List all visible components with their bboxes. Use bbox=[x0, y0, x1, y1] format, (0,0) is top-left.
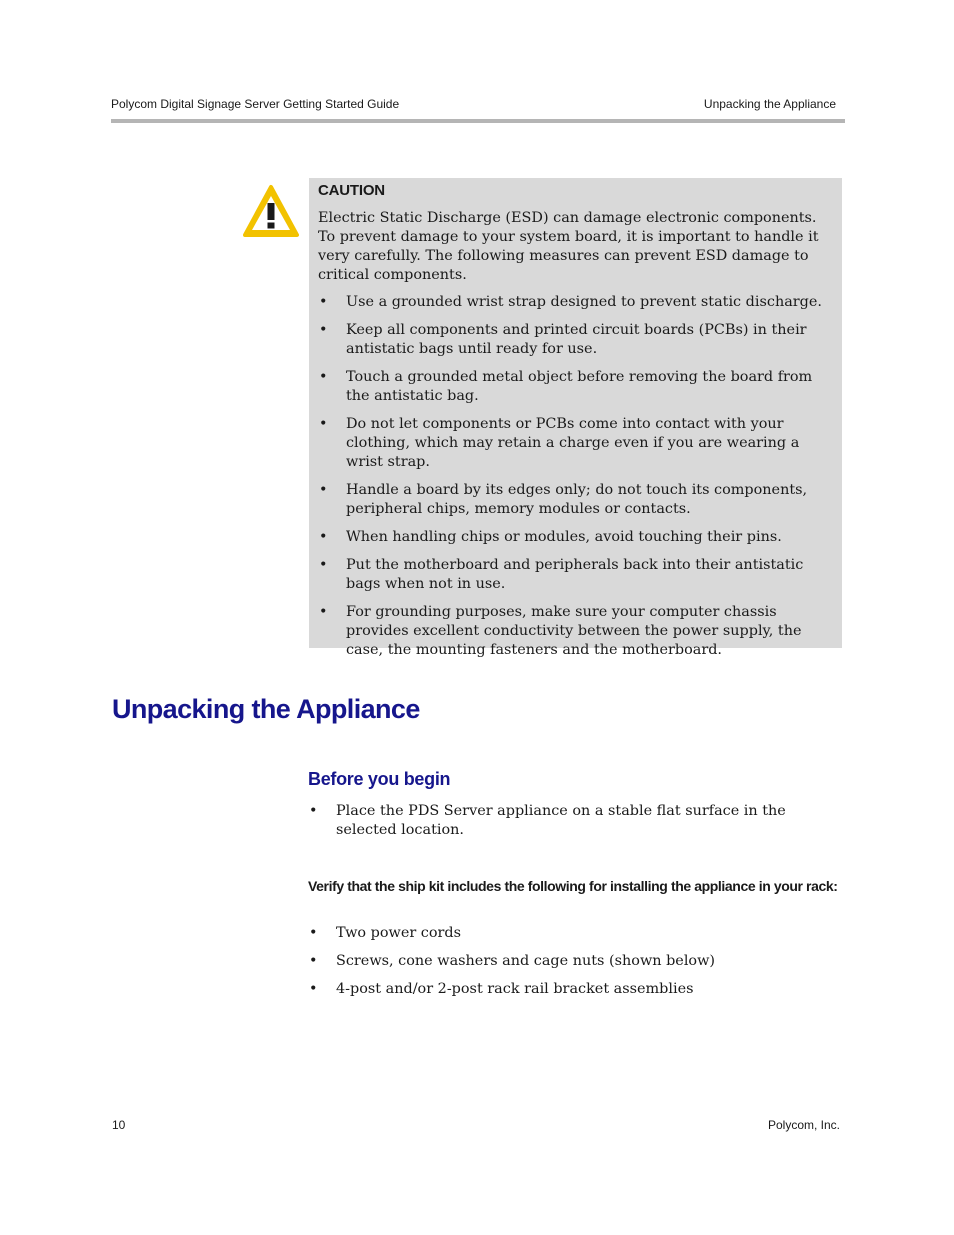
list-item: • For grounding purposes, make sure your computer chassis provides excellent conductivity between the power supply, the case, the mounting fasteners and the motherboard. bbox=[319, 604, 802, 658]
page-header bbox=[111, 97, 845, 115]
list-item: • Two power cords bbox=[309, 925, 462, 941]
bullet-icon: • bbox=[319, 482, 328, 498]
bullet-icon: • bbox=[319, 416, 328, 432]
list-item: • 4-post and/or 2-post rack rail bracket assemblies bbox=[309, 981, 694, 997]
warning-triangle-icon bbox=[242, 184, 300, 238]
footer-company: Polycom, Inc. bbox=[767, 1118, 840, 1132]
bullet-icon: • bbox=[319, 604, 328, 620]
list-item: • Place the PDS Server appliance on a stable flat surface in the selected location. bbox=[309, 803, 786, 838]
header-divider bbox=[111, 119, 845, 123]
bullet-icon: • bbox=[319, 557, 328, 573]
list-item: • Keep all components and printed circuit boards (PCBs) in their antistatic bags until ready for use. bbox=[319, 322, 807, 357]
bullet-icon: • bbox=[309, 925, 318, 941]
bullet-icon: • bbox=[319, 369, 328, 385]
before-list bbox=[308, 802, 838, 849]
bullet-icon: • bbox=[309, 803, 318, 819]
caution-list bbox=[318, 293, 828, 660]
bullet-icon: • bbox=[309, 981, 318, 997]
list-item: • Screws, cone washers and cage nuts (shown below) bbox=[309, 953, 716, 969]
verify-instruction: Verify that the ship kit includes the following for installing the appliance in your rack: bbox=[308, 878, 838, 894]
bullet-icon: • bbox=[319, 322, 328, 338]
section-heading: Unpacking the Appliance bbox=[112, 694, 420, 724]
list-item: • Do not let components or PCBs come into contact with your clothing, which may retain a charge even if you are wearing a wrist strap. bbox=[319, 416, 800, 470]
subsection-heading: Before you begin bbox=[308, 769, 451, 789]
caution-intro: Electric Static Discharge (ESD) can damage electronic components. To prevent damage to your system board, it is important to handle it very carefully. The following measures can prevent ESD damage to critical components. bbox=[318, 210, 819, 283]
list-item: • When handling chips or modules, avoid touching their pins. bbox=[319, 529, 782, 545]
bullet-icon: • bbox=[319, 529, 328, 545]
kit-list bbox=[308, 924, 838, 1008]
list-item: • Use a grounded wrist strap designed to prevent static discharge. bbox=[319, 294, 822, 310]
caution-box bbox=[309, 178, 842, 658]
bullet-icon: • bbox=[309, 953, 318, 969]
header-section-title: Unpacking the Appliance bbox=[703, 97, 836, 111]
list-item: • Handle a board by its edges only; do not touch its components, peripheral chips, memory modules or contacts. bbox=[319, 482, 808, 517]
caution-title: CAUTION bbox=[318, 182, 385, 199]
header-doc-title: Polycom Digital Signage Server Getting Started Guide bbox=[111, 97, 400, 111]
list-item: • Touch a grounded metal object before removing the board from the antistatic bag. bbox=[319, 369, 813, 404]
bullet-icon: • bbox=[319, 294, 328, 310]
page-number: 10 bbox=[112, 1118, 126, 1132]
list-item: • Put the motherboard and peripherals back into their antistatic bags when not in use. bbox=[319, 557, 804, 592]
